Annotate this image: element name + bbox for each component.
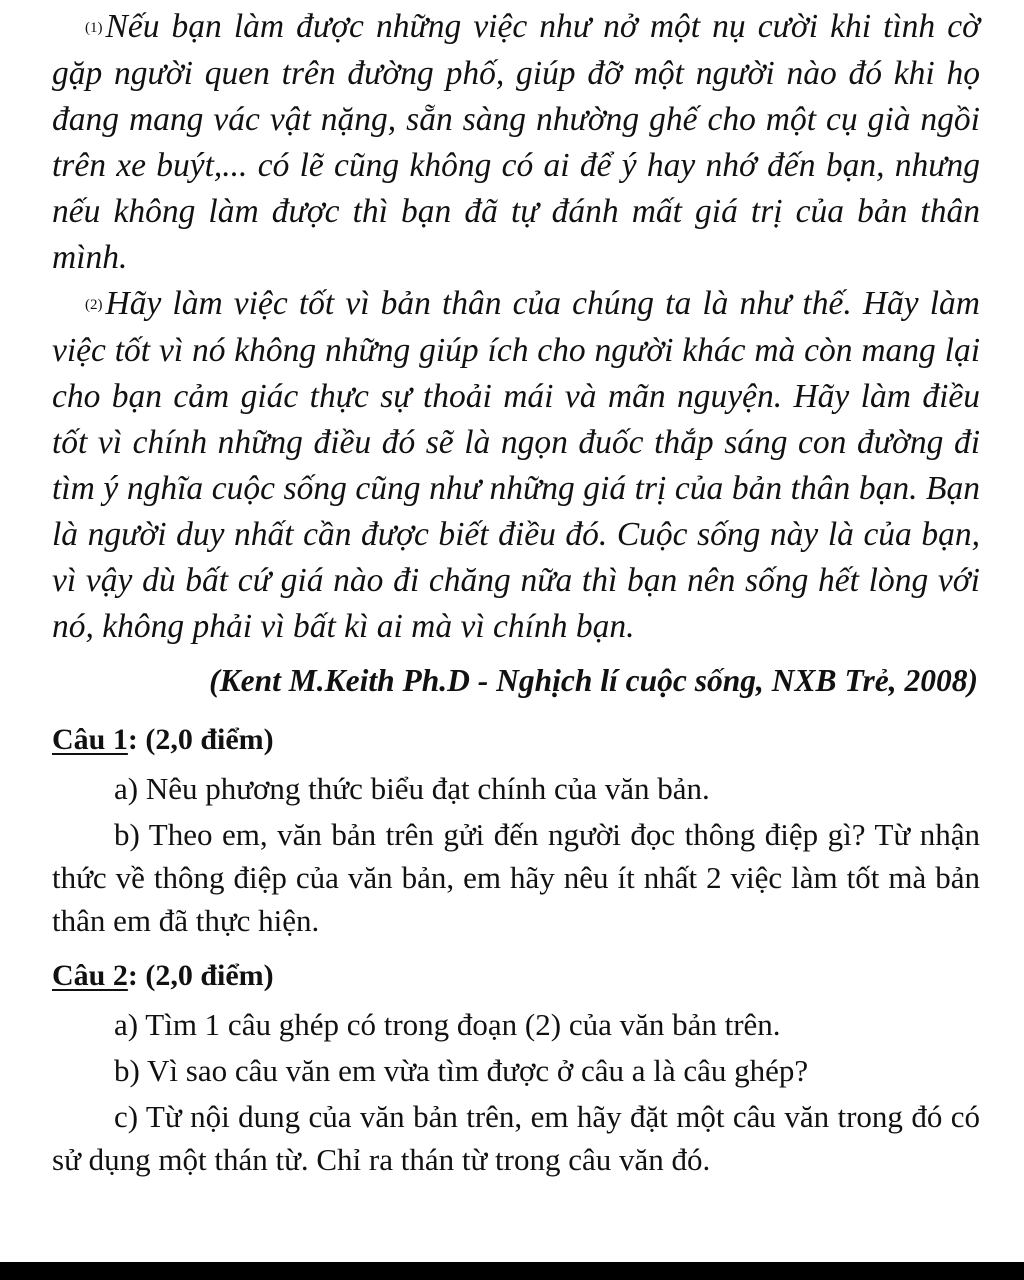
- question-1-heading: [52, 716, 980, 764]
- paragraph-marker-1: (1): [85, 20, 103, 36]
- question-1-item-a: a) Nêu phương thức biểu đạt chính của văn bản.: [114, 771, 710, 806]
- paragraph-marker-2: (2): [85, 297, 103, 313]
- document-page: [52, 4, 980, 1181]
- question-2-item-b: b) Vì sao câu văn em vừa tìm được ở câu a là câu ghép?: [114, 1053, 809, 1088]
- passage-paragraph-1: [52, 4, 980, 281]
- question-1-points: : (2,0 điểm): [127, 723, 274, 756]
- question-2-item-a: a) Tìm 1 câu ghép có trong đoạn (2) của văn bản trên.: [114, 1007, 781, 1042]
- question-1-item-b: b) Theo em, văn bản trên gửi đến người đọc thông điệp gì? Từ nhận thức về thông điệp của văn bản, em hãy nêu ít nhất 2 việc làm tốt mà bản thân em đã thực hiện.: [52, 817, 980, 938]
- question-2-points: : (2,0 điểm): [127, 959, 274, 992]
- bottom-edge-bar: [0, 1262, 1024, 1280]
- passage-paragraph-2: [52, 281, 980, 650]
- question-2-item-c: c) Từ nội dung của văn bản trên, em hãy đặt một câu văn trong đó có sử dụng một thán từ. Chỉ ra thán từ trong câu văn đó.: [52, 1099, 980, 1177]
- paragraph-1-text: Nếu bạn làm được những việc như nở một nụ cười khi tình cờ gặp người quen trên đường phố, giúp đỡ một người nào đó khi họ đang mang vác vật nặng, sẵn sàng nhường ghế cho một cụ già ngồi trên xe buýt,... có lẽ cũng không có ai để ý hay nhớ đến bạn, nhưng nếu không làm được thì bạn đã tự đánh mất giá trị của bản thân mình.: [52, 8, 980, 276]
- question-2-label: Câu 2: [52, 959, 128, 992]
- question-1-label: Câu 1: [52, 723, 128, 756]
- paragraph-2-text: Hãy làm việc tốt vì bản thân của chúng ta là như thế. Hãy làm việc tốt vì nó không những giúp ích cho người khác mà còn mang lại cho bạn cảm giác thực sự thoải mái và mãn nguyện. Hãy làm điều tốt vì chính những điều đó sẽ là ngọn đuốc thắp sáng con đường đi tìm ý nghĩa cuộc sống cũng như những giá trị của bản thân bạn. Bạn là người duy nhất cần được biết điều đó. Cuộc sống này là của bạn, vì vậy dù bất cứ giá nào đi chăng nữa thì bạn nên sống hết lòng với nó, không phải vì bất kì ai mà vì chính bạn.: [52, 285, 980, 645]
- question-2-heading: [52, 952, 980, 1000]
- source-citation: (Kent M.Keith Ph.D - Nghịch lí cuộc sống, NXB Trẻ, 2008): [209, 663, 978, 698]
